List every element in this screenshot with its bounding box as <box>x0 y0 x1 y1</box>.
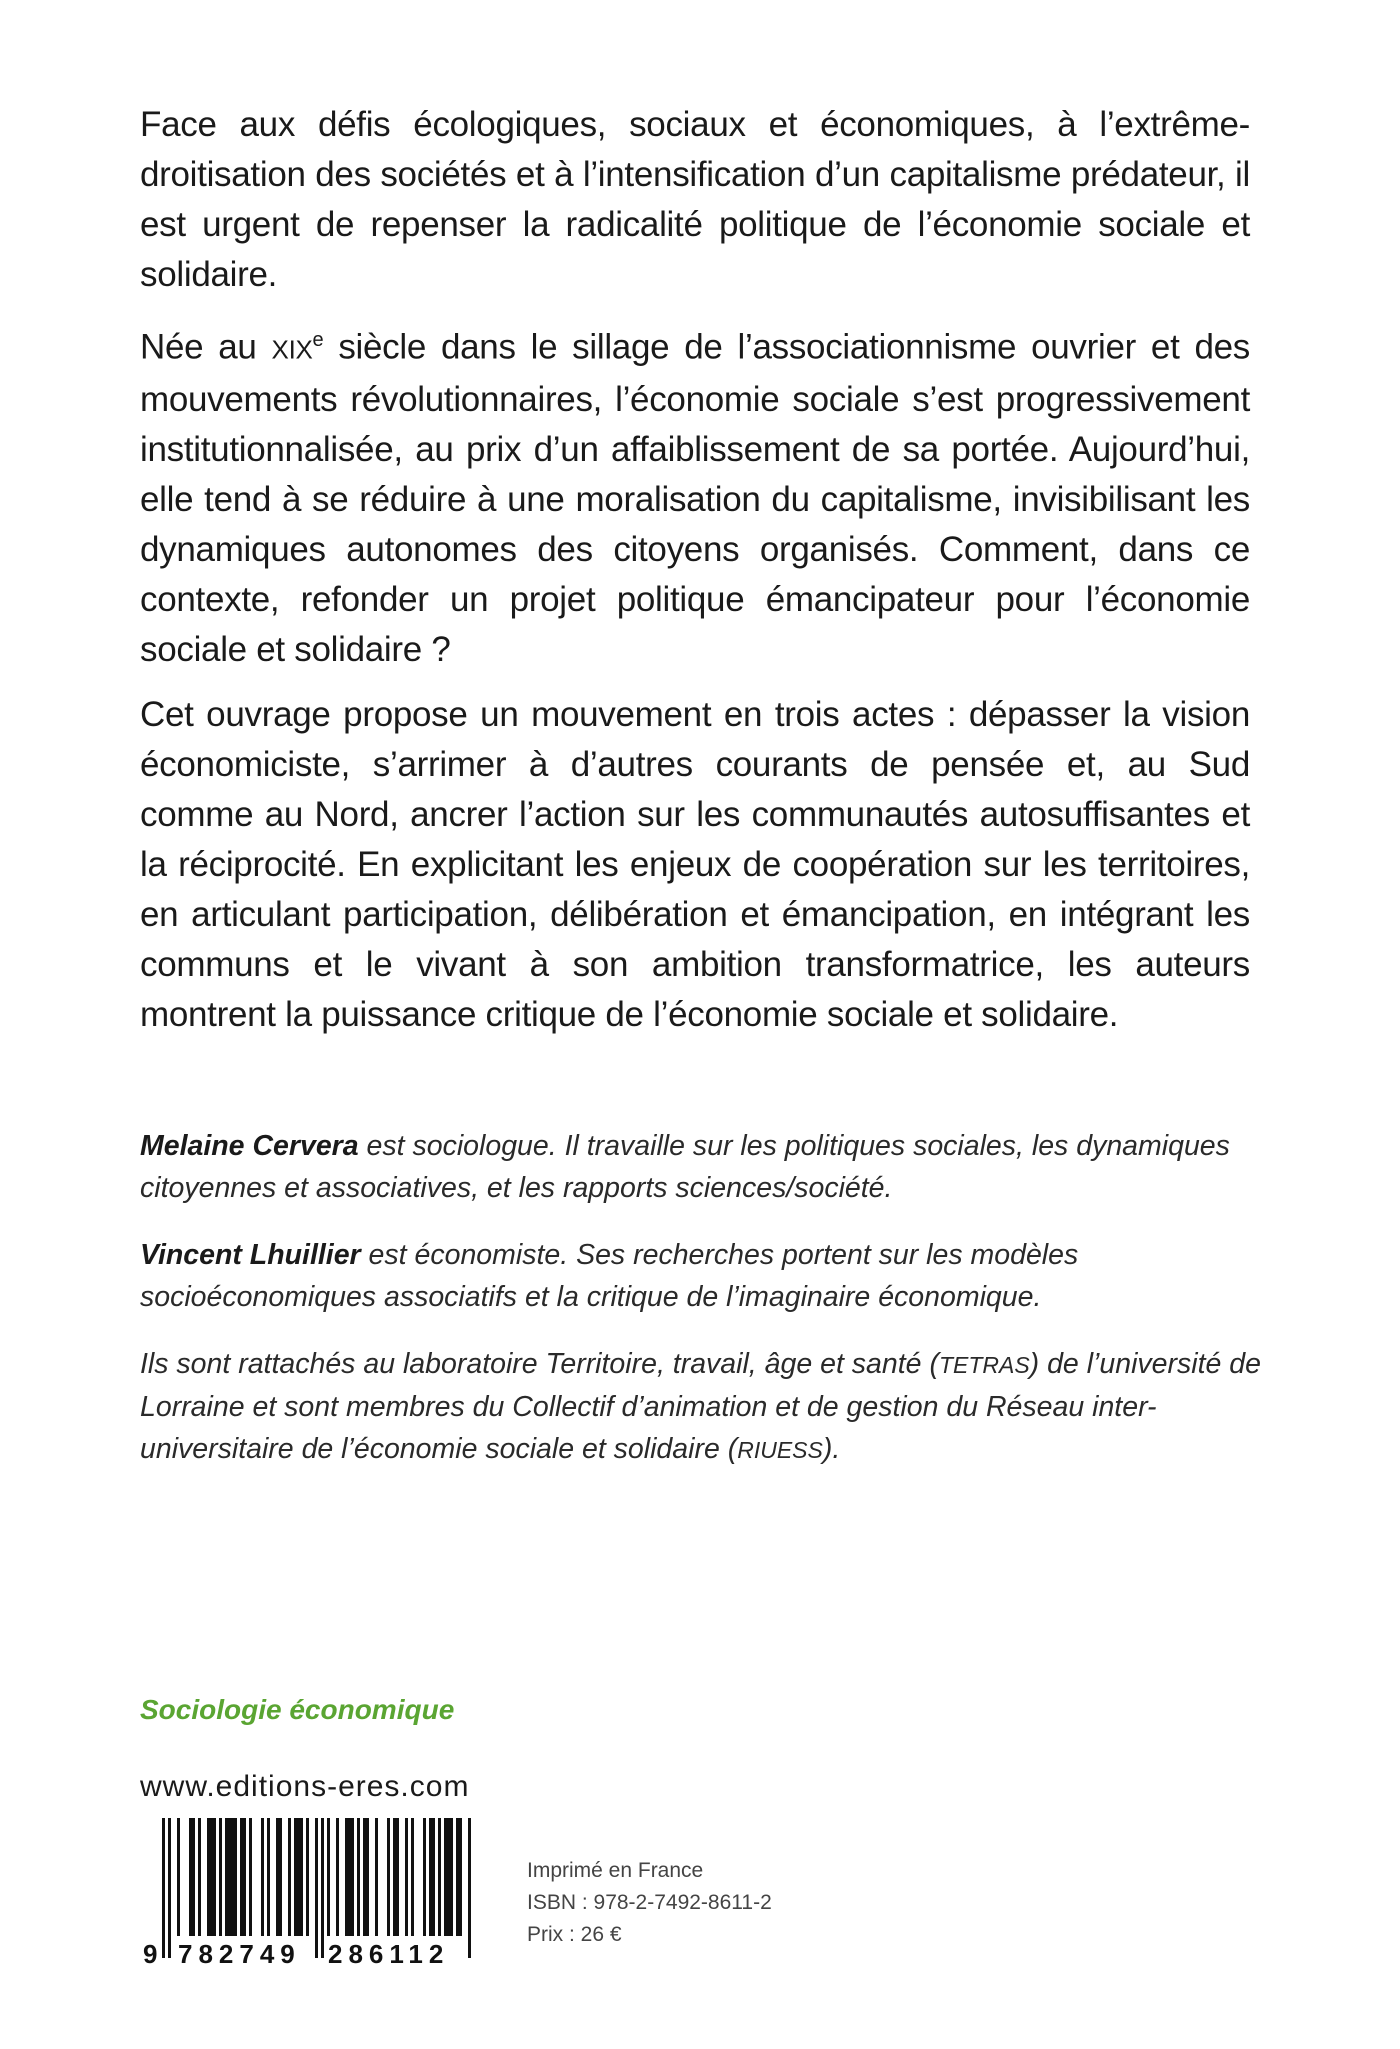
print-info <box>527 1855 772 1951</box>
acronym-riuess: RIUESS <box>737 1437 823 1463</box>
barcode-bar <box>168 1818 171 1958</box>
barcode-bar <box>363 1818 369 1936</box>
century-suffix: e <box>312 329 324 351</box>
barcode-bar <box>306 1818 309 1936</box>
barcode-bar <box>336 1818 339 1936</box>
barcode-bar <box>249 1818 252 1936</box>
author-name-2: Vincent Lhuillier <box>140 1239 361 1271</box>
author-name-1: Melaine Cervera <box>140 1130 359 1162</box>
barcode-bar <box>444 1818 453 1936</box>
barcode-bar <box>225 1818 237 1936</box>
barcode-bar <box>438 1818 441 1936</box>
barcode-bar <box>327 1818 330 1936</box>
barcode-bar <box>207 1818 216 1936</box>
barcode-bar <box>405 1818 408 1936</box>
author-bio-text-1: est sociologue. Il travaille sur les politiques sociales, les dynamiques citoyennes et associatives, et les rapports sciences/société. <box>140 1130 1230 1204</box>
barcode-bar <box>288 1818 291 1936</box>
affiliation-text-a: Ils sont rattachés au laboratoire Territoire, travail, âge et santé ( <box>140 1348 939 1380</box>
barcode-bar <box>294 1818 303 1936</box>
blurb-p2-start: Née au <box>140 327 272 367</box>
author-bio-text-2: est économiste. Ses recherches portent sur les modèles socioéconomiques associatifs et la critique de l’imaginaire économique. <box>140 1239 1079 1313</box>
barcode-bar <box>411 1818 414 1936</box>
barcode-bar <box>261 1818 264 1936</box>
barcode-bar <box>468 1818 471 1958</box>
barcode-bar <box>162 1818 165 1958</box>
blurb-paragraph-2 <box>140 315 1250 675</box>
barcode-bar <box>423 1818 426 1936</box>
barcode-digit-first: 9 <box>143 1939 158 1968</box>
century-numeral: XIX <box>271 334 313 365</box>
isbn-barcode <box>140 1818 485 1968</box>
barcode-bar <box>357 1818 360 1936</box>
publisher-website[interactable]: www.editions-eres.com <box>140 1770 470 1803</box>
barcode-bar <box>276 1818 282 1936</box>
barcode-bar <box>456 1818 462 1936</box>
affiliation <box>140 1343 1270 1471</box>
author-bio-1 <box>140 1125 1270 1209</box>
price: Prix : 26 € <box>527 1923 622 1946</box>
barcode-bar <box>345 1818 354 1936</box>
barcode-bar <box>240 1818 246 1936</box>
barcode-bar <box>315 1818 318 1958</box>
barcode-bar <box>198 1818 201 1936</box>
blurb-paragraph-1: Face aux défis écologiques, sociaux et économiques, à l’extrême-droitisation des sociétés et à l’intensification d’un capitalisme prédateur, il est urgent de repenser la radicalité politique de l’économie sociale et solidaire. <box>140 105 1250 294</box>
acronym-tetras: TETRAS <box>938 1352 1030 1378</box>
blurb-p2-rest: siècle dans le sillage de l’associationnisme ouvrier et des mouvements révolutionnaires, l’économie sociale s’est progressivement institutionnalisée, au prix d’un affaiblissement de sa portée. Aujourd’hui, elle tend à se réduire à une moralisation du capitalisme, invisibilisant les dynamiques autonomes des citoyens organisés. Comment, dans ce contexte, refonder un projet politique émancipateur pour l’économie sociale et solidaire ? <box>140 327 1250 669</box>
printed-in: Imprimé en France <box>527 1859 704 1882</box>
barcode-bar <box>321 1818 324 1958</box>
barcode-group-right: 286112 <box>328 1939 450 1968</box>
barcode-bar <box>393 1818 399 1936</box>
author-bio-2 <box>140 1234 1270 1318</box>
affiliation-text-b: ) de l’université de Lorraine et sont membres du Collectif d’animation et de gestion du Réseau inter-universitaire de l’économie sociale et solidaire ( <box>140 1348 1261 1465</box>
barcode-bar <box>387 1818 390 1936</box>
barcode-bar <box>375 1818 378 1936</box>
back-cover-blurb <box>140 100 1250 1055</box>
affiliation-text-c: ). <box>822 1433 841 1465</box>
barcode-bar <box>177 1818 180 1936</box>
collection-name: Sociologie économique <box>140 1694 455 1725</box>
barcode-bar <box>219 1818 222 1936</box>
barcode-bar <box>267 1818 270 1936</box>
barcode-group-left: 782749 <box>178 1939 301 1968</box>
barcode-bar <box>429 1818 435 1936</box>
barcode-bar <box>189 1818 195 1936</box>
author-bios <box>140 1125 1270 1496</box>
isbn-number: ISBN : 978-2-7492-8611-2 <box>527 1891 772 1914</box>
blurb-paragraph-3: Cet ouvrage propose un mouvement en trois actes : dépasser la vision économiciste, s’arrimer à d’autres courants de pensée et, au Sud comme au Nord, ancrer l’action sur les communautés autosuffisantes et la réciprocité. En explicitant les enjeux de coopération sur les territoires, en articulant participation, délibération et émancipation, en intégrant les communs et le vivant à son ambition transformatrice, les auteurs montrent la puissance critique de l’économie sociale et solidaire. <box>140 694 1250 1034</box>
